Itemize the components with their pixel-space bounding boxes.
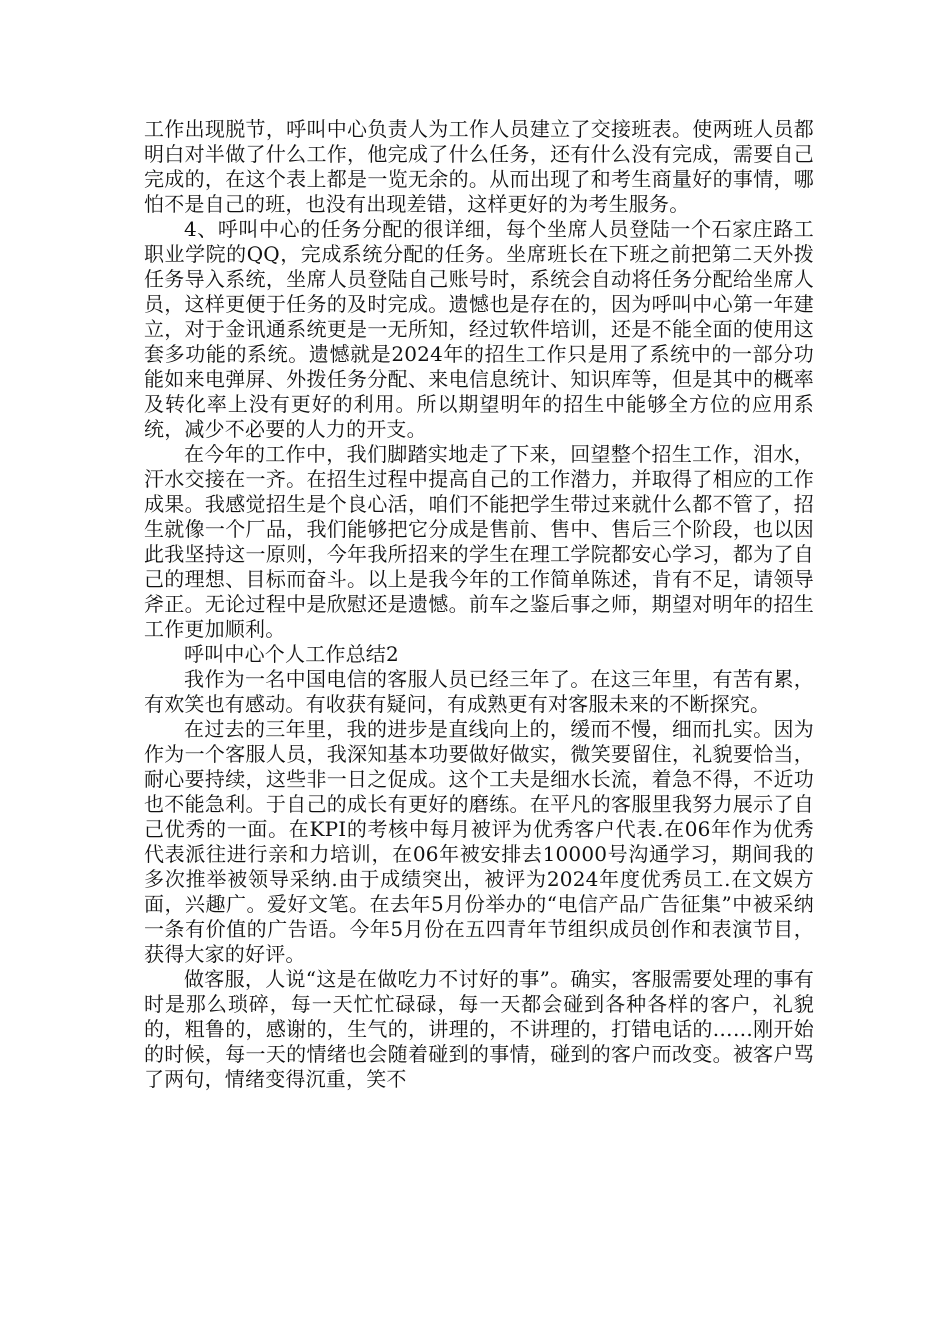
paragraph-customer-service: 做客服，人说“这是在做吃力不讨好的事”。确实，客服需要处理的事有时是那么琐碎，每一天忙忙碌碌，每一天都会碰到各种各样的客户，礼貌的，粗鲁的，感谢的，生气的，讲理的，不讲理的，打错电话的……刚开始的时候，每一天的情绪也会随着碰到的事情，碰到的客户而改变。被客户骂了两句，情绪变得沉重，笑不 <box>144 967 814 1091</box>
paragraph-handover-schedule: 工作出现脱节，呼叫中心负责人为工作人员建立了交接班表。使两班人员都明白对半做了什么工作，他完成了什么任务，还有什么没有完成，需要自己完成的，在这个表上都是一览无余的。从而出现了和考生商量好的事情，哪怕不是自己的班，也没有出现差错，这样更好的为考生服务。 <box>144 117 814 216</box>
paragraph-progress: 在过去的三年里，我的进步是直线向上的，缓而不慢，细而扎实。因为作为一个客服人员，我深知基本功要做好做实，微笑要留住，礼貌要恰当，耐心要持续，这些非一日之促成。这个工夫是细水长流，着急不得，不近功也不能急利。于自己的成长有更好的磨练。在平凡的客服里我努力展示了自己优秀的一面。在KPI的考核中每月被评为优秀客户代表.在06年作为优秀代表派往进行亲和力培训，在06年被安排去10000号沟通学习，期间我的多次推举被领导采纳.由于成绩突出，被评为2024年度优秀员工.在文娱方面，兴趣广。爱好文笔。在去年5月份举办的“电信产品广告征集”中被采纳一条有价值的广告语。今年5月份在五四青年节组织成员创作和表演节目，获得大家的好评。 <box>144 717 814 966</box>
paragraph-intro-three-years: 我作为一名中国电信的客服人员已经三年了。在这三年里，有苦有累，有欢笑也有感动。有收获有疑问，有成熟更有对客服未来的不断探究。 <box>144 667 814 716</box>
paragraph-year-review: 在今年的工作中，我们脚踏实地走了下来，回望整个招生工作，泪水，汗水交接在一齐。在招生过程中提高自己的工作潜力，并取得了相应的工作成果。我感觉招生是个良心活，咱们不能把学生带过来就什么都不管了，招生就像一个厂品，我们能够把它分成是售前、售中、售后三个阶段，也以因此我坚持这一原则，今年我所招来的学生在理工学院都安心学习，都为了自己的理想、目标而奋斗。以上是我今年的工作简单陈述，肯有不足，请领导斧正。无论过程中是欣慰还是遗憾。前车之鉴后事之师，期望对明年的招生工作更加顺利。 <box>144 442 814 641</box>
paragraph-task-allocation: 4、呼叫中心的任务分配的很详细，每个坐席人员登陆一个石家庄路工职业学院的QQ，完成系统分配的任务。坐席班长在下班之前把第二天外拨任务导入系统，坐席人员登陆自己账号时，系统会自动将任务分配给坐席人员，这样更便于任务的及时完成。遗憾也是存在的，因为呼叫中心第一年建立，对于金讯通系统更是一无所知，经过软件培训，还是不能全面的使用这套多功能的系统。遗憾就是2024年的招生工作只是用了系统中的一部分功能如来电弹屏、外拨任务分配、来电信息统计、知识库等，但是其中的概率及转化率上没有更好的利用。所以期望明年的招生中能够全方位的应用系统，减少不必要的人力的开支。 <box>144 217 814 441</box>
section-heading-summary-2: 呼叫中心个人工作总结2 <box>184 642 399 666</box>
document-body <box>144 117 814 1092</box>
